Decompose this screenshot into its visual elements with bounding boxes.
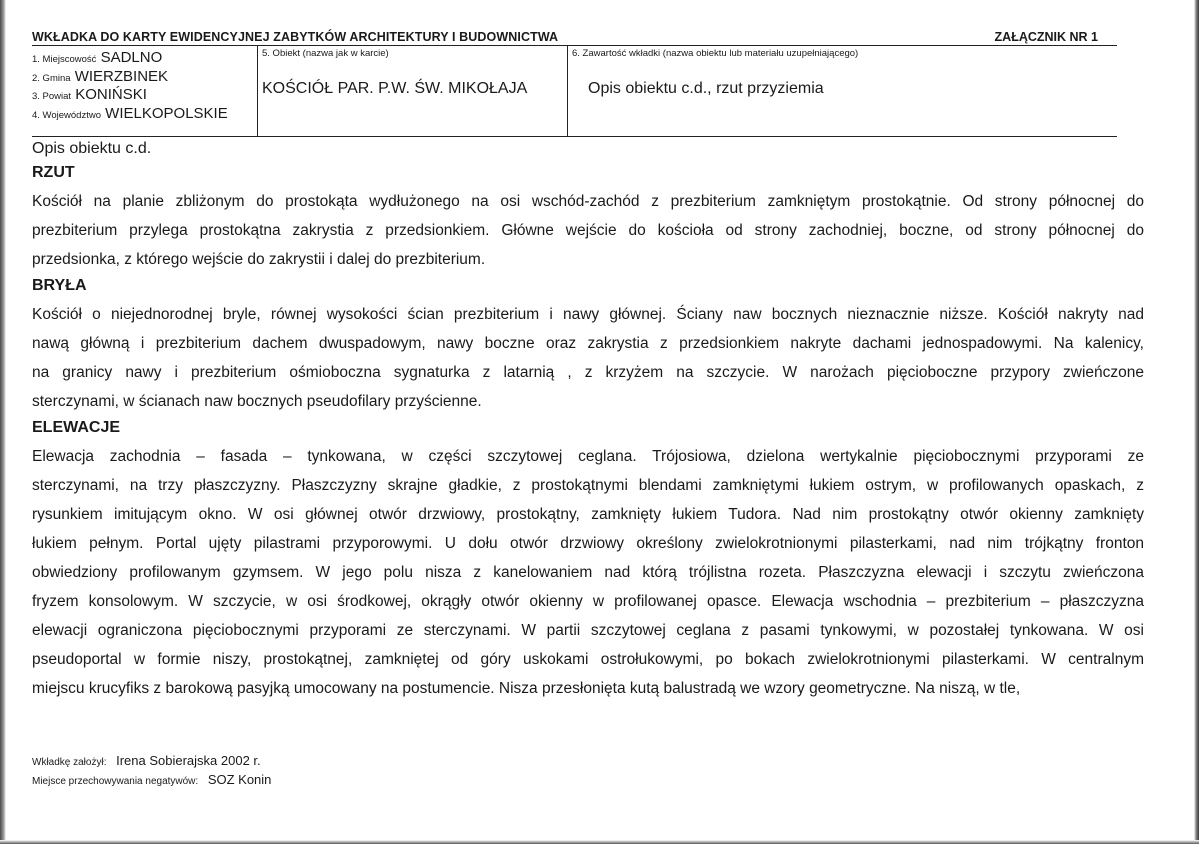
text-line: pseudoportal w formie niszy, prostokątnej, zamkniętej od góry uskokami ostrołukowymi, po bokach zwielokrotnionymi pilasterkami. W centralnym	[32, 651, 1144, 668]
text-line: sterczynami, na trzy płaszczyzny. Płaszczyzny skrajne gładkie, z prostokątnymi blendami zamkniętymi łukiem ostrym, w profilowanych opaskach, z	[32, 477, 1144, 494]
text-line: na granicy nawy i prezbiterium ośmioboczna sygnaturka z latarnią , z krzyżem na szczycie. W narożach pięcioboczne przypory zwieńczone	[32, 364, 1144, 381]
info-box-bottom-rule	[32, 136, 1117, 137]
created-by-value: Irena Sobierajska 2002 r.	[116, 753, 261, 768]
text-line: sterczynami, w ścianach naw bocznych pseudofilary przyścienne.	[32, 393, 482, 410]
text-line: Kościół o niejednorodnej bryle, równej wysokości ścian prezbiterium i nawy głównej. Ściany naw bocznych nieznacznie niższe. Kościół nakryty nad	[32, 306, 1144, 323]
section-heading-bryla: BRYŁA	[32, 277, 87, 294]
text-line: rysunkiem imitującym okno. W osi głównej otwór drzwiowy, prostokątny, zamknięty łukiem Tudora. Nad nim prostokątny otwór okienny zamknięty	[32, 506, 1144, 523]
district-value: KONIŃSKI	[75, 86, 147, 103]
text-line: łukiem pełnym. Portal ujęty pilastrami przyporowymi. U dołu otwór drzwiowy określony zwielokrotnionymi pilasterkami, nad nim trójkątny fronton	[32, 535, 1144, 552]
commune-field	[32, 69, 254, 88]
voivodeship-label: 4. Województwo	[32, 109, 101, 121]
text-line: obwiedziony profilowanym gzymsem. W jego polu nisza z kanelowaniem nad którą trójlistna rozeta. Płaszczyzna elewacji i szczytu zwieńczona	[32, 564, 1144, 581]
text-line: przedsionka, z którego wejście do zakrystii i dalej do prezbiterium.	[32, 251, 486, 268]
created-by-label: Wkładkę założył:	[32, 757, 107, 768]
locality-value: SADLNO	[100, 49, 163, 66]
object-name: KOŚCIÓŁ PAR. P.W. ŚW. MIKOŁAJA	[262, 80, 528, 97]
negatives-location-row	[32, 771, 271, 790]
commune-value: WIERZBINEK	[74, 67, 169, 85]
section-text-elewacje	[32, 442, 1144, 703]
annex-label: ZAŁĄCZNIK NR 1	[994, 30, 1098, 44]
scan-edge-left	[0, 0, 6, 844]
locality-label: 1. Miejscowość	[32, 54, 97, 65]
voivodeship-value: WIELKOPOLSKIE	[105, 104, 228, 122]
info-box-divider-1	[257, 45, 258, 137]
scan-edge-right	[1194, 0, 1199, 844]
form-header	[32, 30, 1118, 46]
scan-edge-bottom	[0, 840, 1199, 844]
text-line: nawą główną i prezbiterium dachem dwuspadowym, nawy boczne oraz zakrystia z przedsionkiem nakryte dachami jednospadowymi. Na kalenicy,	[32, 335, 1144, 352]
insert-content-label: 6. Zawartość wkładki (nazwa obiektu lub materiału uzupełniającego)	[572, 48, 859, 59]
text-line: Kościół na planie zbliżonym do prostokąta wydłużonego na osi wschód-zachód z prezbiterium zamkniętym prostokątnie. Od strony północnej do	[32, 193, 1144, 210]
district-field	[32, 87, 254, 106]
commune-label: 2. Gmina	[32, 72, 71, 84]
text-line: prezbiterium przylega prostokątna zakrystia z przedsionkiem. Główne wejście do kościoła od strony zachodniej, boczne, od strony północnej do	[32, 222, 1144, 239]
district-label: 3. Powiat	[32, 91, 72, 102]
section-heading-rzut: RZUT	[32, 164, 75, 181]
text-line: fryzem konsolowym. W szczycie, w osi środkowej, okrągły otwór okienny w profilowanej opasce. Elewacja wschodnia – prezbiterium – płaszczyzna	[32, 593, 1144, 610]
voivodeship-field	[32, 106, 254, 125]
section-text-rzut	[32, 187, 1144, 274]
negatives-location-value: SOZ Konin	[207, 772, 272, 787]
header-rule	[32, 45, 1117, 46]
section-heading-elewacje: ELEWACJE	[32, 419, 121, 436]
insert-content-value: Opis obiektu c.d., rzut przyziemia	[588, 80, 824, 97]
text-line: miejscu krucyfiks z barokową pasyjką umocowany na postumencie. Nisza przesłonięta kutą balustradą we wzory geometryczne. Na niszą, w tle,	[32, 680, 1021, 697]
section-text-bryla	[32, 300, 1144, 416]
created-by-row	[32, 752, 271, 771]
negatives-location-label: Miejsce przechowywania negatywów:	[32, 776, 199, 787]
description-body	[32, 139, 1144, 703]
description-intro: Opis obiektu c.d.	[32, 140, 152, 157]
location-fields	[32, 50, 254, 124]
info-box-divider-2	[567, 45, 568, 137]
form-title: WKŁADKA DO KARTY EWIDENCYJNEJ ZABYTKÓW ARCHITEKTURY I BUDOWNICTWA	[32, 30, 559, 44]
text-line: elewacji ograniczona pięciobocznymi przyporami ze sterczynami. W partii szczytowej ceglana z pasami tynkowymi, w pozostałej tynkowana. W osi	[32, 622, 1144, 639]
object-label: 5. Obiekt (nazwa jak w karcie)	[262, 48, 389, 59]
text-line: Elewacja zachodnia – fasada – tynkowana, w części szczytowej ceglana. Trójosiowa, dzielona wertykalnie pięciobocznymi przyporami ze	[32, 448, 1144, 465]
locality-field	[32, 50, 254, 69]
footer-info	[32, 752, 271, 790]
